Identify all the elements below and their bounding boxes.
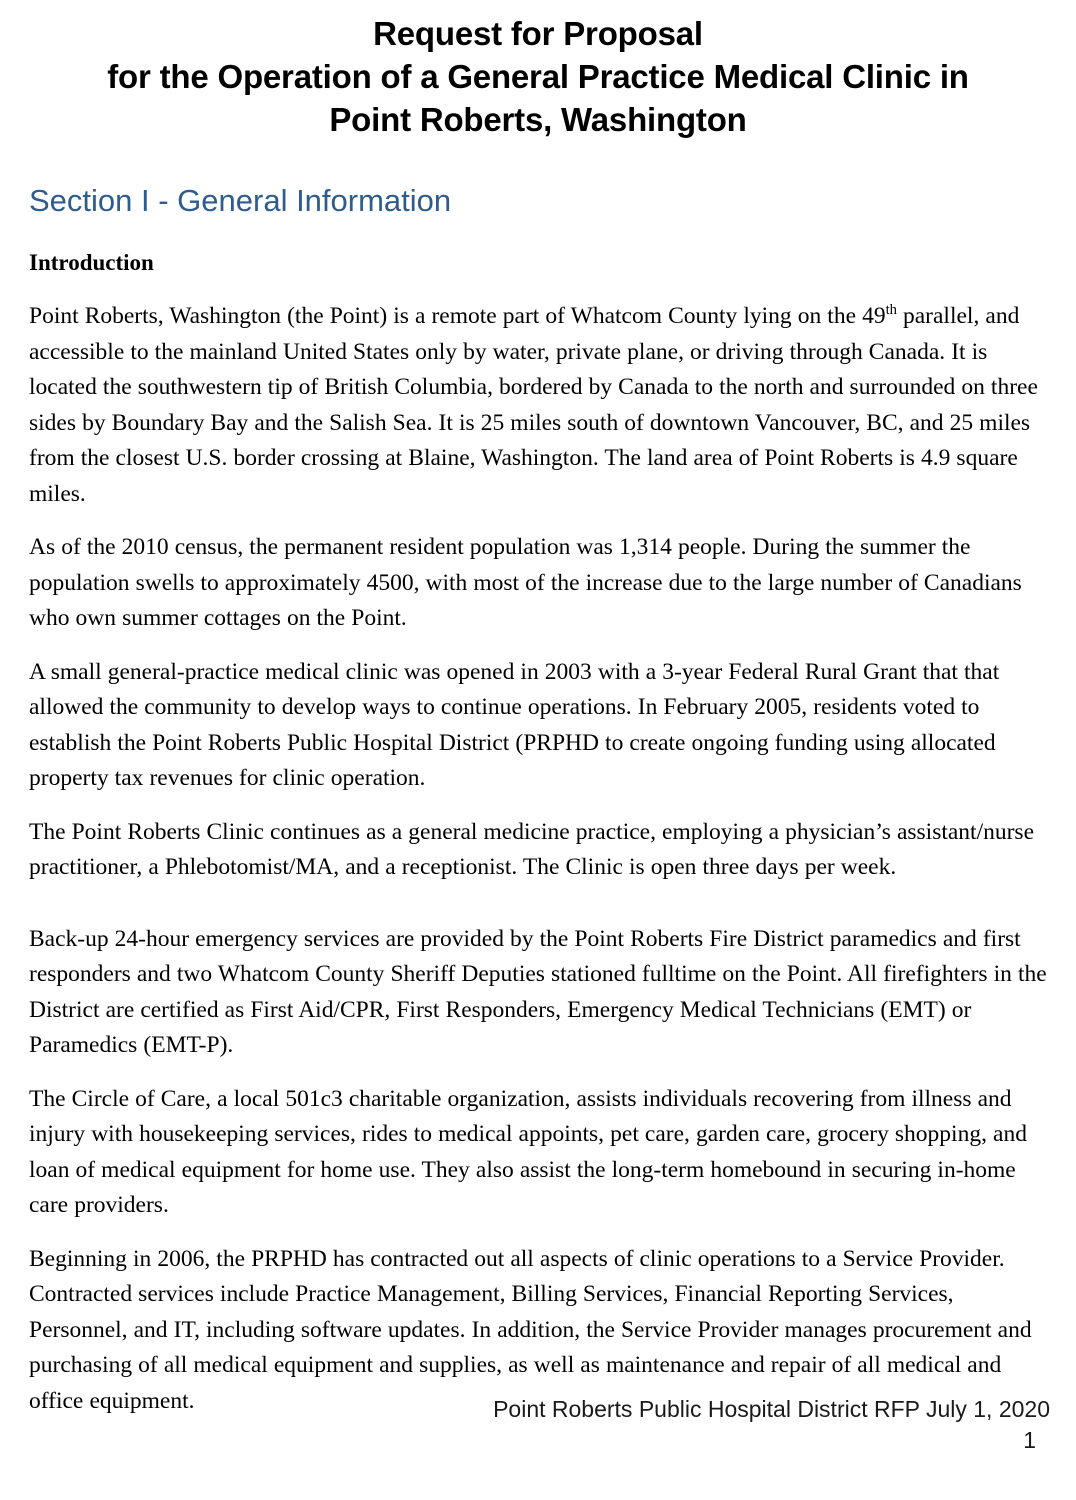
paragraph-location — [29, 299, 1050, 512]
body-text-area — [0, 299, 1076, 1419]
paragraph-clinic-staff: The Point Roberts Clinic continues as a general medicine practice, employing a physician’s assistant/nurse practitioner, a Phlebotomist/MA, and a receptionist. The Clinic is open three days per week. — [29, 818, 1035, 880]
paragraph-clinic-history: A small general-practice medical clinic was opened in 2003 with a 3-year Federal Rural Grant that that allowed the community to develop ways to continue operations. In February 2005, residents voted to establish the Point Roberts Public Hospital District (PRPHD to create ongoing funding using allocated property tax revenues for clinic operation. — [29, 658, 1000, 791]
paragraph-circle-of-care: The Circle of Care, a local 501c3 charitable organization, assists individuals recovering from illness and injury with housekeeping services, rides to medical appoints, pet care, garden care, grocery shopping, and loan of medical equipment for home use. They also assist the long-term homebound in securing in-home care providers. — [29, 1085, 1027, 1218]
title-line-1: Request for Proposal — [373, 15, 703, 52]
sub-heading-introduction: Introduction — [29, 250, 154, 275]
page-number: 1 — [1023, 1427, 1036, 1453]
title-line-3: Point Roberts, Washington — [329, 101, 747, 138]
paragraph-location-part-1: Point Roberts, Washington (the Point) is a remote part of Whatcom County lying on the 49 — [29, 303, 886, 329]
section-heading: Section I - General Information — [29, 183, 452, 218]
page-title — [0, 0, 1076, 141]
title-line-2: for the Operation of a General Practice Medical Clinic in — [107, 58, 969, 95]
paragraph-emergency-services: Back-up 24-hour emergency services are provided by the Point Roberts Fire District paramedics and first responders and two Whatcom County Sheriff Deputies stationed fulltime on the Point. All firefighters in the District are certified as First Aid/CPR, First Responders, Emergency Medical Technicians (EMT) or Paramedics (EMT-P). — [29, 925, 1047, 1058]
page-footer — [0, 1394, 1050, 1456]
paragraph-service-provider: Beginning in 2006, the PRPHD has contracted out all aspects of clinic operations to a Service Provider. Contracted services include Practice Management, Billing Services, Financial Reporting Services, Personnel, and IT, including software updates. In addition, the Service Provider manages procurement and purchasing of all medical equipment and supplies, as well as maintenance and repair of all medical and office equipment. — [29, 1245, 1032, 1414]
paragraph-location-part-2: parallel, and accessible to the mainland United States only by water, private plane, or driving through Canada. It is located the southwestern tip of British Columbia, bordered by Canada to the north and surrounded on three sides by Boundary Bay and the Salish Sea. It is 25 miles south of downtown Vancouver, BC, and 25 miles from the closest U.S. border crossing at Blaine, Washington. The land area of Point Roberts is 4.9 square miles. — [29, 303, 1038, 507]
paragraph-population: As of the 2010 census, the permanent resident population was 1,314 people. During the summer the population swells to approximately 4500, with most of the increase due to the large number of Canadians who own summer cottages on the Point. — [29, 534, 1022, 631]
ordinal-superscript: th — [885, 302, 897, 319]
footer-text: Point Roberts Public Hospital District RFP July 1, 2020 — [493, 1396, 1050, 1422]
